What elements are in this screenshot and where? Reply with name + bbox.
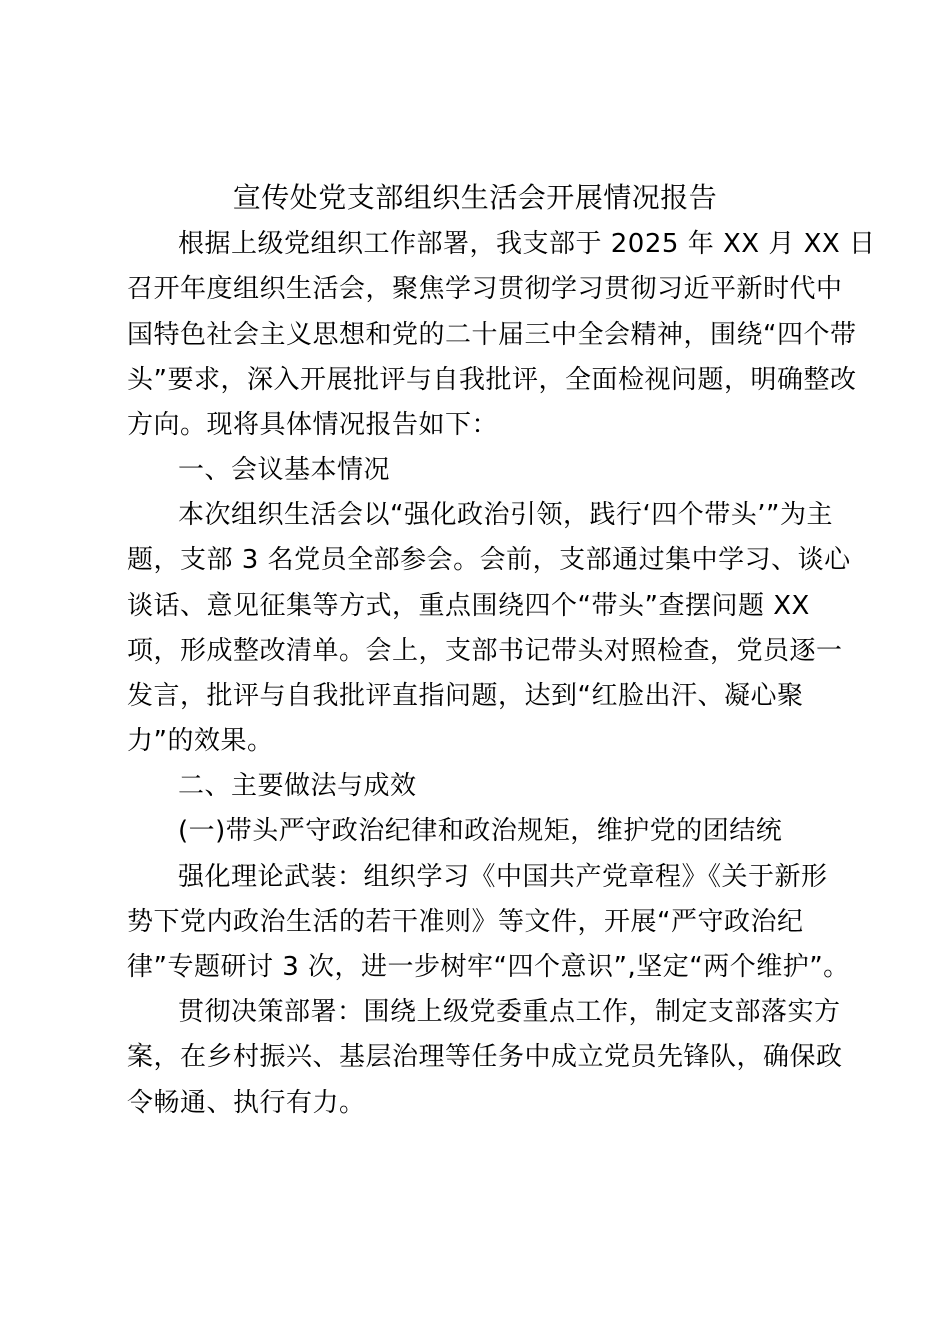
paragraph-theory-line: 强化理论武装：组织学习《中国共产党章程》《关于新形 (178, 862, 828, 892)
paragraph-meeting-line: 谈话、意见征集等方式，重点围绕四个“带头”查摆问题 XX (127, 591, 810, 621)
paragraph-intro-line: 方向。现将具体情况报告如下： (127, 410, 499, 440)
subsection-heading-1: (一)带头严守政治纪律和政治规矩，维护党的团结统 (178, 816, 783, 846)
paragraph-theory-line: 律”专题研讨 3 次，进一步树牢“四个意识”,坚定“两个维护”。 (127, 952, 850, 982)
section-heading-1: 一、会议基本情况 (178, 455, 391, 485)
paragraph-meeting-line: 本次组织生活会以“强化政治引领，践行‘四个带头’”为主 (178, 500, 833, 530)
paragraph-decision-line: 案，在乡村振兴、基层治理等任务中成立党员先锋队，确保政 (127, 1042, 843, 1072)
paragraph-meeting-line: 发言，批评与自我批评直指问题，达到“红脸出汗、凝心聚 (127, 681, 804, 711)
paragraph-intro-line: 召开年度组织生活会，聚焦学习贯彻学习贯彻习近平新时代中 (127, 274, 843, 304)
paragraph-meeting-line: 力”的效果。 (127, 726, 274, 756)
paragraph-intro-line: 根据上级党组织工作部署，我支部于 2025 年 XX 月 XX 日 (178, 229, 876, 259)
paragraph-intro-line: 头”要求，深入开展批评与自我批评，全面检视问题，明确整改 (127, 365, 857, 395)
section-heading-2: 二、主要做法与成效 (178, 771, 417, 801)
paragraph-intro-line: 国特色社会主义思想和党的二十届三中全会精神，围绕“四个带 (127, 320, 857, 350)
paragraph-decision-line: 令畅通、执行有力。 (127, 1088, 366, 1118)
document-title: 宣传处党支部组织生活会开展情况报告 (232, 181, 718, 214)
paragraph-meeting-line: 项，形成整改清单。会上，支部书记带头对照检查，党员逐一 (127, 636, 843, 666)
paragraph-decision-line: 贯彻决策部署：围绕上级党委重点工作，制定支部落实方 (178, 997, 841, 1027)
paragraph-meeting-line: 题，支部 3 名党员全部参会。会前，支部通过集中学习、谈心 (127, 545, 851, 575)
paragraph-theory-line: 势下党内政治生活的若干准则》等文件，开展“严守政治纪 (127, 907, 804, 937)
